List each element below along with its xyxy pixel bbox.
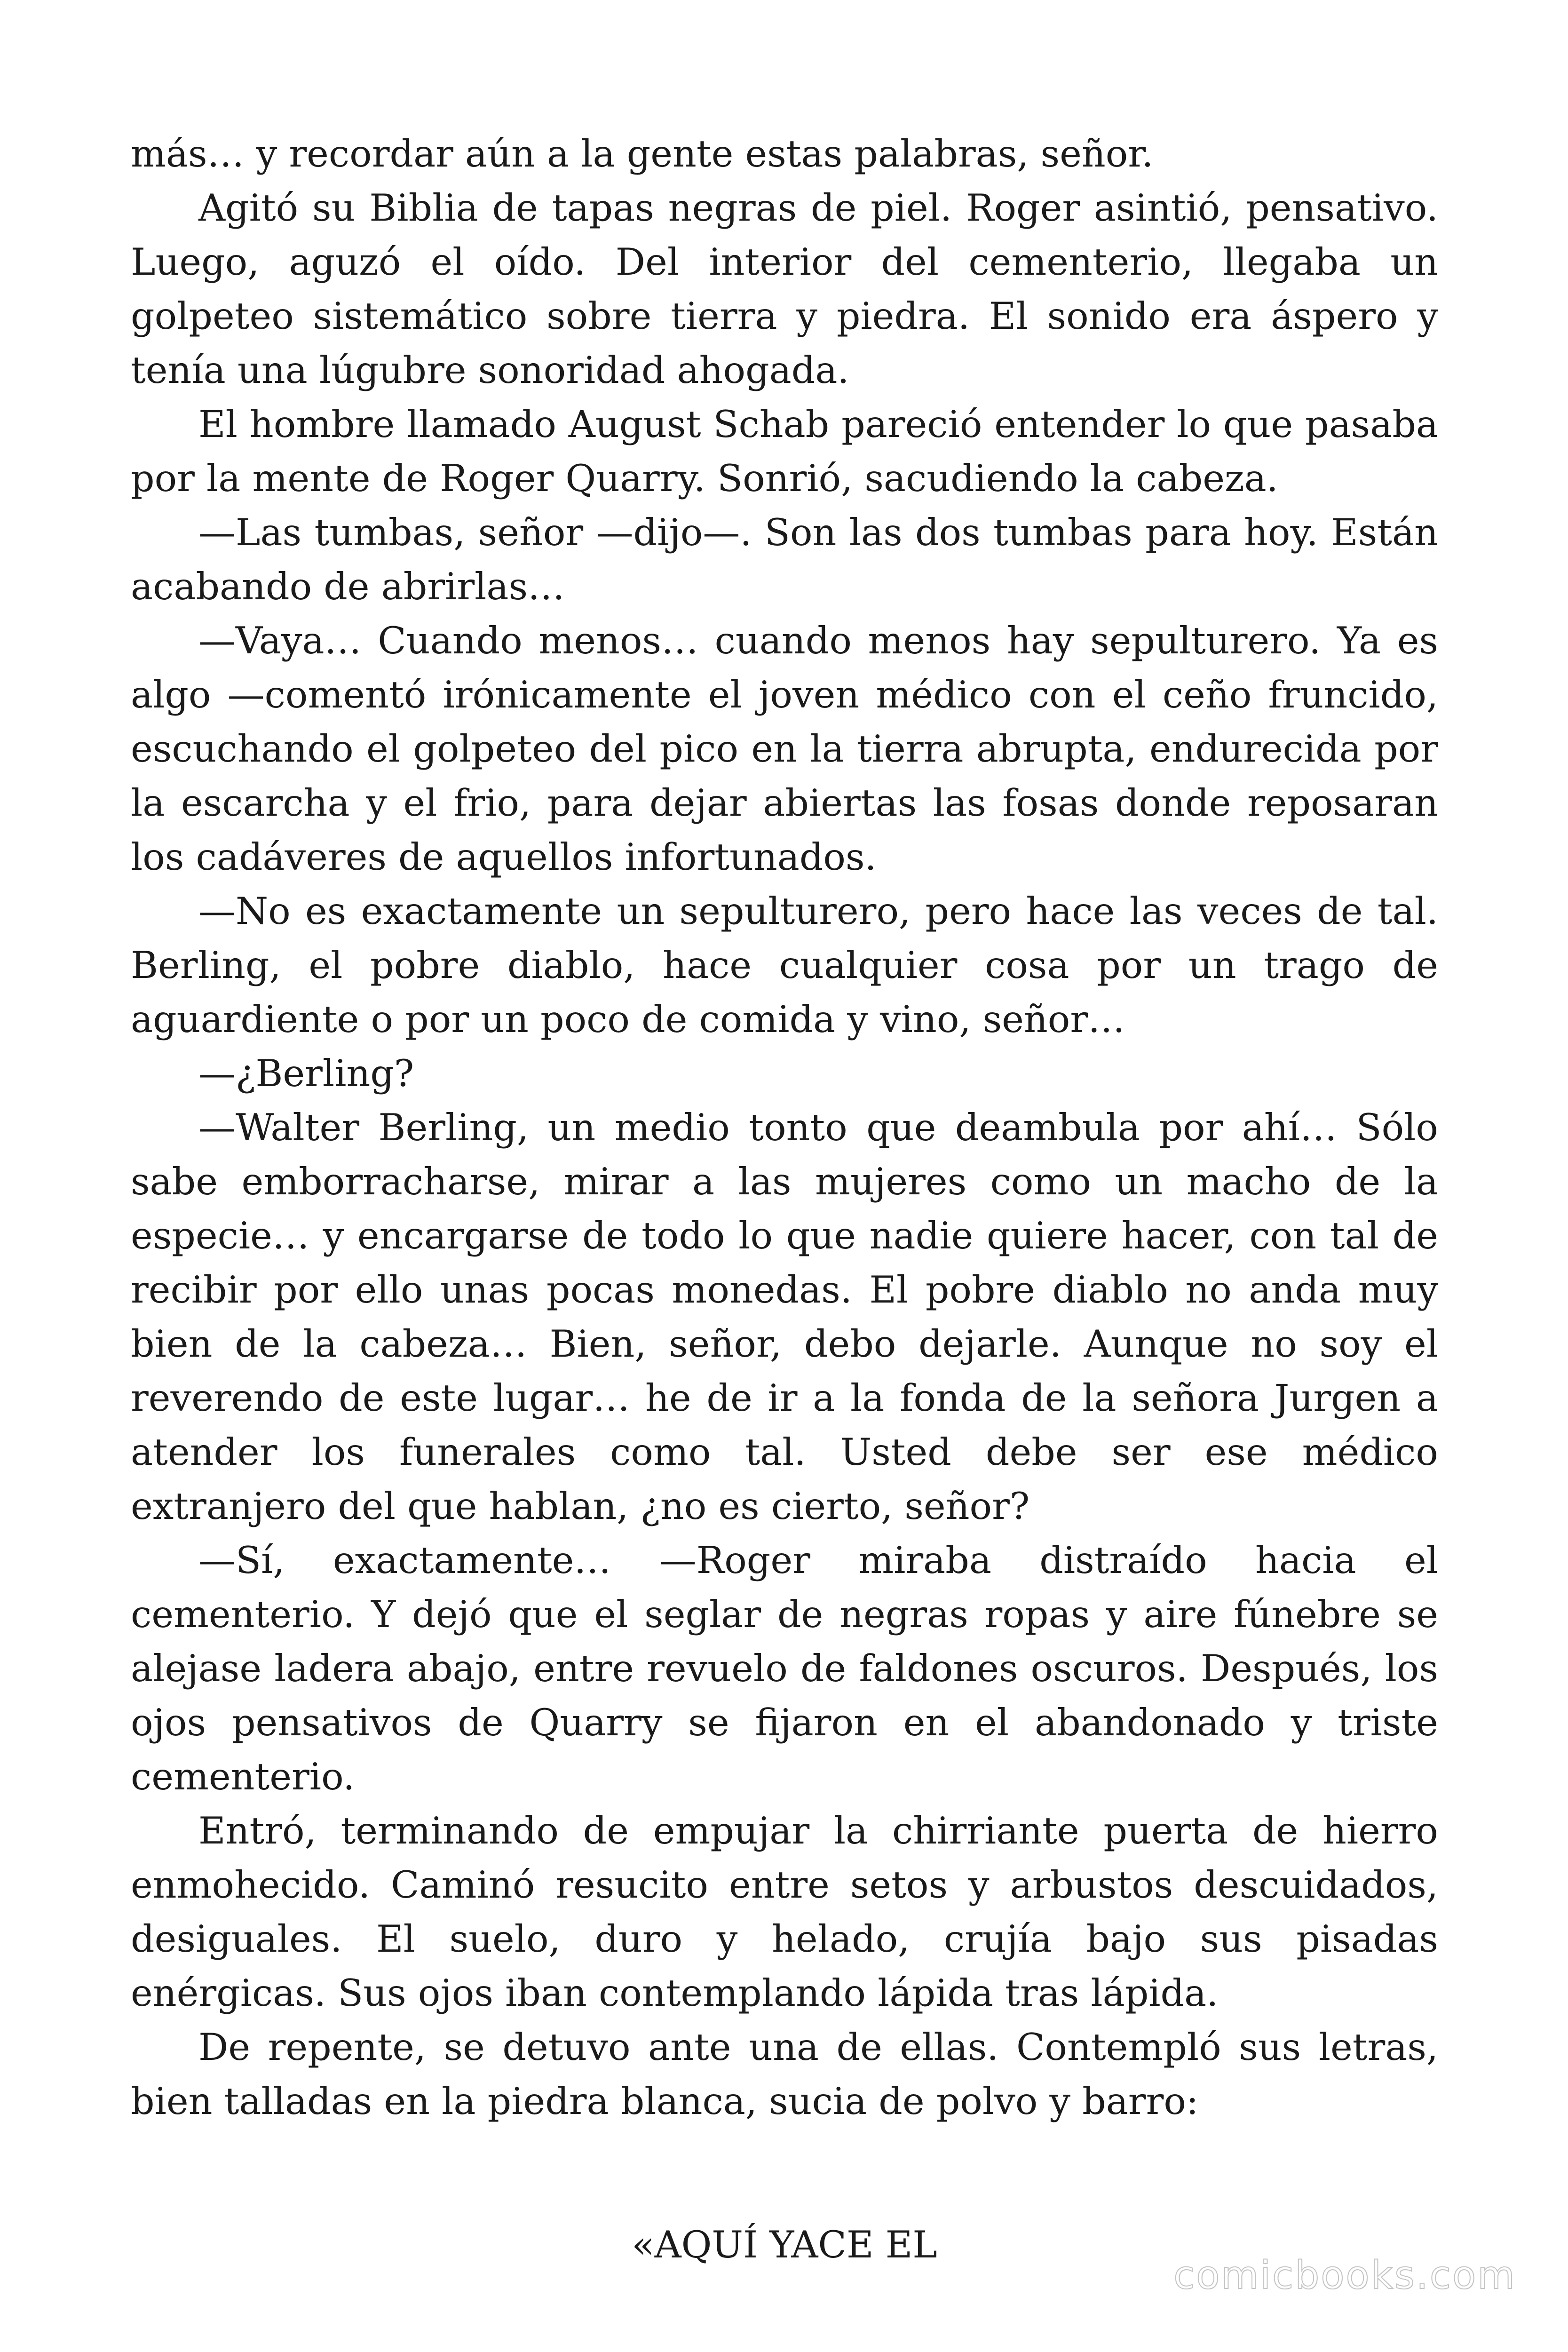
- tombstone-inscription: «AQUÍ YACE EL: [632, 2223, 937, 2266]
- paragraph: —¿Berling?: [198, 1052, 414, 1095]
- paragraph: —Sí, exactamente… —Roger miraba distraído hacia el cementerio. Y dejó que el seglar de negras ropas y aire fúnebre se alejase ladera abajo, entre revuelo de faldones oscuros. Después, los ojos pensativos de Quarry se fijaron en el abandonado y triste cementerio.: [131, 1539, 1438, 1798]
- paragraph: —Las tumbas, señor —dijo—. Son las dos tumbas para hoy. Están acabando de abrirlas…: [131, 511, 1438, 608]
- paragraph: De repente, se detuvo ante una de ellas. Contempló sus letras, bien talladas en la piedra blanca, sucia de polvo y barro:: [131, 2026, 1438, 2123]
- paragraph: Agitó su Biblia de tapas negras de piel. Roger asintió, pensativo. Luego, aguzó el oído. Del interior del cementerio, llegaba un golpeteo sistemático sobre tierra y piedra. El sonido era áspero y tenía una lúgubre sonoridad ahogada.: [131, 186, 1438, 392]
- paragraph: más… y recordar aún a la gente estas palabras, señor.: [131, 132, 1154, 175]
- paragraph: —Walter Berling, un medio tonto que deambula por ahí… Sólo sabe emborracharse, mirar a las mujeres como un macho de la especie… y encargarse de todo lo que nadie quiere hacer, con tal de recibir por ello unas pocas monedas. El pobre diablo no anda muy bien de la cabeza… Bien, señor, debo dejarle. Aunque no soy el reverendo de este lugar… he de ir a la fonda de la señora Jurgen a atender los funerales como tal. Usted debe ser ese médico extranjero del que hablan, ¿no es cierto, señor?: [131, 1106, 1438, 1528]
- watermark: comicbooks.com: [1173, 2253, 1516, 2298]
- paragraph: El hombre llamado August Schab pareció entender lo que pasaba por la mente de Roger Quarry. Sonrió, sacudiendo la cabeza.: [131, 403, 1438, 500]
- paragraph: —Vaya… Cuando menos… cuando menos hay sepulturero. Ya es algo —comentó irónicamente el joven médico con el ceño fruncido, escuchando el golpeteo del pico en la tierra abrupta, endurecida por la escarcha y el frio, para dejar abiertas las fosas donde reposaran los cadáveres de aquellos infortunados.: [131, 619, 1438, 879]
- page-text: [131, 127, 1438, 2272]
- paragraph: Entró, terminando de empujar la chirriante puerta de hierro enmohecido. Caminó resucito entre setos y arbustos descuidados, desiguales. El suelo, duro y helado, crujía bajo sus pisadas enérgicas. Sus ojos iban contemplando lápida tras lápida.: [131, 1809, 1438, 2015]
- paragraph: —No es exactamente un sepulturero, pero hace las veces de tal. Berling, el pobre diablo, hace cualquier cosa por un trago de aguardiente o por un poco de comida y vino, señor…: [131, 890, 1438, 1041]
